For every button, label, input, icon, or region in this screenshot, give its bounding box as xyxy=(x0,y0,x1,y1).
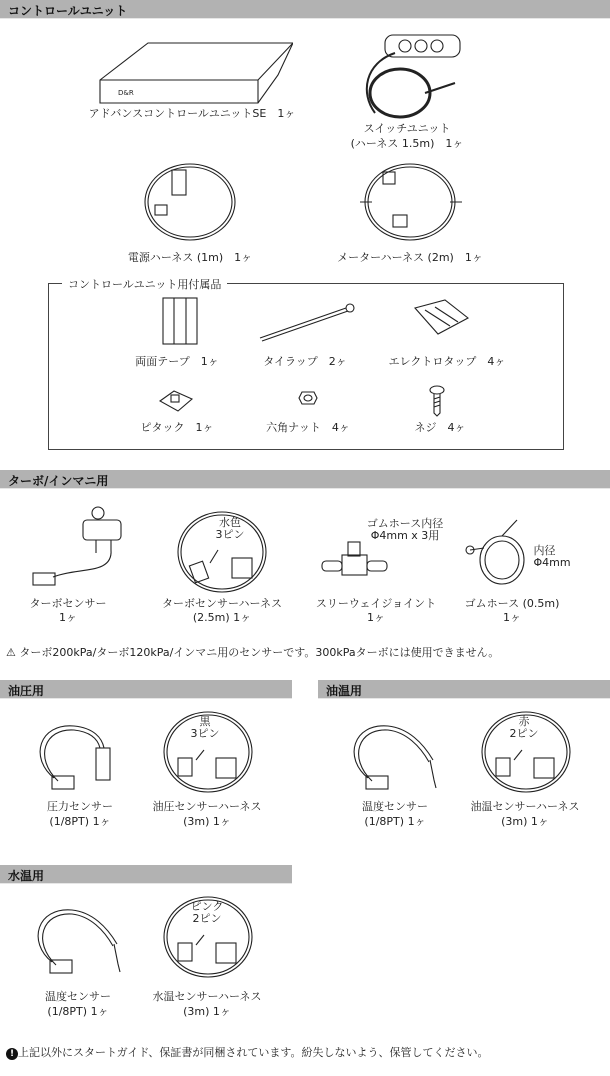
electro-tap-image xyxy=(410,298,472,338)
water-temp-sensor-image xyxy=(32,902,127,977)
turbo-item-name: スリーウェイジョイント xyxy=(315,597,437,610)
rubber-hose-image xyxy=(462,518,527,588)
water-temp-item-name: 温度センサー xyxy=(45,990,111,1003)
callout-pins: 3ピン xyxy=(215,528,245,541)
control-unit-image xyxy=(98,35,293,105)
accessory-label: エレクトロタップ 4ヶ xyxy=(388,355,506,368)
section-title: 水温用 xyxy=(8,869,45,883)
section-header-water-temp xyxy=(0,865,292,884)
turbo-item-qty: (2.5m) 1ヶ xyxy=(192,611,252,624)
accessory-label: ピタック 1ヶ xyxy=(140,421,214,434)
footer-note-text: 上記以外にスタートガイド、保証書が同梱されています。紛失しないよう、保管してください。 xyxy=(18,1046,489,1059)
power-harness-label: 電源ハーネス (1m) 1ヶ xyxy=(127,251,253,264)
turbo-item-qty: 1ヶ xyxy=(367,611,385,624)
callout-line-1: 内径 xyxy=(533,544,556,557)
accessory-label: 六角ナット 4ヶ xyxy=(266,421,350,434)
switch-unit-label: スイッチユニット xyxy=(363,122,451,135)
switch-unit-sub-label: (ハーネス 1.5m) 1ヶ xyxy=(350,137,464,150)
water-temp-item-name: 水温センサーハーネス xyxy=(152,990,262,1003)
hex-nut-image xyxy=(298,390,318,406)
water-temp-harness-callout xyxy=(191,901,224,925)
section-header-control-unit xyxy=(0,0,610,19)
oil-temp-harness-callout xyxy=(510,716,539,740)
warning-text: ターボ200kPa/ターボ120kPa/インマニ用のセンサーです。300kPaターボには使用できません。 xyxy=(19,646,500,659)
oil-temp-item-qty: (1/8PT) 1ヶ xyxy=(364,815,426,828)
callout-line-2: Φ4mm x 3用 xyxy=(370,529,440,542)
turbo-item-name: ターボセンサー xyxy=(29,597,107,610)
section-title: ターボ/インマニ用 xyxy=(8,474,109,488)
turbo-warning xyxy=(6,644,499,660)
accessories-title: コントロールユニット用付属品 xyxy=(62,276,227,292)
callout-pins: 2ピン xyxy=(509,727,539,740)
svg-text:D&R: D&R xyxy=(118,89,134,97)
water-temp-item-qty: (3m) 1ヶ xyxy=(183,1005,231,1018)
accessory-label: ネジ 4ヶ xyxy=(414,421,466,434)
oil-pressure-item-qty: (3m) 1ヶ xyxy=(183,815,231,828)
oil-temp-item-name: 油温センサーハーネス xyxy=(470,800,580,813)
pressure-sensor-image xyxy=(34,718,124,793)
footer-note xyxy=(6,1044,488,1060)
callout-color: ピンク xyxy=(190,900,224,913)
callout-color: 赤 xyxy=(518,715,530,728)
turbo-item-name: ターボセンサーハーネス xyxy=(162,597,282,610)
turbo-sensor-image xyxy=(28,505,123,595)
control-unit-label: アドバンスコントロールユニットSE 1ヶ xyxy=(88,107,296,120)
temp-sensor-image xyxy=(348,718,443,793)
meter-harness-label: メーターハーネス (2m) 1ヶ xyxy=(337,251,483,264)
accessory-label: タイラップ 2ヶ xyxy=(263,355,347,368)
oil-temp-item-name: 温度センサー xyxy=(362,800,428,813)
turbo-item-qty: 1ヶ xyxy=(59,611,77,624)
section-title: 油温用 xyxy=(326,684,363,698)
meter-harness-image xyxy=(358,160,463,245)
three-way-joint-callout xyxy=(367,518,443,542)
oil-pressure-harness-callout xyxy=(191,716,220,740)
turbo-harness-callout xyxy=(216,517,245,541)
tie-wrap-image xyxy=(258,302,358,342)
oil-pressure-item-name: 圧力センサー xyxy=(47,800,113,813)
warning-icon: ⚠ xyxy=(6,646,16,659)
callout-color: 水色 xyxy=(219,516,241,529)
double-sided-tape-image xyxy=(162,297,198,345)
turbo-item-qty: 1ヶ xyxy=(503,611,521,624)
callout-pins: 3ピン xyxy=(190,727,220,740)
rubber-hose-callout xyxy=(533,545,570,569)
callout-line-1: ゴムホース内径 xyxy=(366,517,444,530)
accessory-label: 両面テープ 1ヶ xyxy=(135,355,219,368)
callout-pins: 2ピン xyxy=(192,912,222,925)
oil-temp-item-qty: (3m) 1ヶ xyxy=(501,815,549,828)
exclamation-icon: ! xyxy=(6,1048,18,1060)
oil-pressure-item-qty: (1/8PT) 1ヶ xyxy=(49,815,111,828)
section-header-oil-pressure xyxy=(0,680,292,699)
three-way-joint-image xyxy=(320,540,390,585)
oil-pressure-item-name: 油圧センサーハーネス xyxy=(152,800,262,813)
power-harness-image xyxy=(140,160,240,245)
screw-image xyxy=(428,385,446,417)
section-header-oil-temp xyxy=(318,680,610,699)
switch-unit-image xyxy=(355,33,465,123)
section-title: 油圧用 xyxy=(8,684,45,698)
turbo-item-name: ゴムホース (0.5m) xyxy=(464,597,560,610)
section-title: コントロールユニット xyxy=(8,4,128,18)
pitack-image xyxy=(158,387,194,413)
callout-line-2: Φ4mm xyxy=(533,556,571,569)
section-header-turbo xyxy=(0,470,610,489)
callout-color: 黒 xyxy=(199,715,211,728)
water-temp-item-qty: (1/8PT) 1ヶ xyxy=(47,1005,109,1018)
